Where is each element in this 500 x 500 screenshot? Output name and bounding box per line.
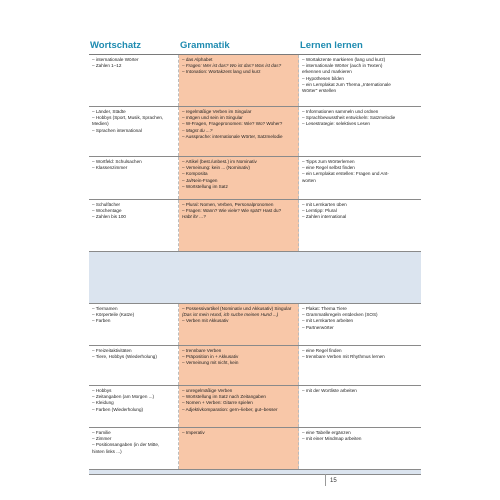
section-separator <box>89 252 421 304</box>
cell-line: – Hobbys <box>92 388 112 393</box>
cell-line: (Das ist mein Hund, ich suche meinen Hund ...) <box>182 312 279 318</box>
lernen-cell <box>299 470 421 474</box>
cell-line: – internationale Wörter (auch in Texten) <box>302 63 383 69</box>
cell-line: Habt ihr ...? <box>182 214 206 220</box>
table-row <box>89 346 421 386</box>
cell-line: – Verneinung: kein ... (Nominativ) <box>182 165 250 171</box>
wortschatz-cell <box>89 252 179 303</box>
cell-line: – Zahlen bis 100 <box>92 214 126 220</box>
cell-line: – internationale Wörter <box>92 57 139 62</box>
cell-line: – Wortakzente markieren (lang und kurz) <box>302 57 386 62</box>
cell-line: – Wortstellung im Satz nach Zeitangaben <box>182 394 266 400</box>
cell-line: – Komposita <box>182 171 208 177</box>
cell-line: – Possessivartikel (Nominativ und Akkusativ) Singular <box>182 306 292 311</box>
grammatik-cell <box>179 386 299 427</box>
cell-line: – Familie <box>92 430 111 435</box>
grammatik-cell <box>179 346 299 385</box>
lernen-cell <box>299 304 421 345</box>
grammatik-cell <box>179 252 299 303</box>
lernen-cell <box>299 200 421 251</box>
cell-line: – Partnerwörter <box>302 324 334 330</box>
table-row <box>89 157 421 200</box>
grammatik-cell <box>179 55 299 106</box>
cell-line: – Positionsangaben (in der Mitte, <box>92 442 160 448</box>
cell-line: – eine Regel finden <box>302 348 342 353</box>
cell-line: – Verneinung mit nicht, kein <box>182 360 239 366</box>
cell-line: – Imperativ <box>182 430 205 435</box>
cell-line: Medien) <box>92 121 109 127</box>
cell-line: – trennbare Verben mit Rhythmus lernen <box>302 354 385 360</box>
cell-line: – Zahlen international <box>302 214 347 220</box>
cell-line: – mit Lernkarten üben <box>302 202 347 207</box>
column-headers <box>90 40 420 54</box>
table-row <box>89 428 421 470</box>
table-row <box>89 304 421 346</box>
grammatik-cell <box>179 200 299 251</box>
section-separator <box>89 470 421 475</box>
cell-line: – ein Lernplakat zum Thema „Internationale <box>302 81 391 87</box>
lernen-cell <box>299 107 421 156</box>
cell-line: – Tiere, Hobbys (Wiederholung) <box>92 354 157 360</box>
cell-line: – Zeitangaben (am Morgen ...) <box>92 394 155 400</box>
header-wortschatz: Wortschatz <box>90 40 142 51</box>
wortschatz-cell <box>89 386 179 427</box>
cell-line: – eine Regel selbst finden <box>302 165 355 171</box>
wortschatz-cell <box>89 346 179 385</box>
cell-line: – trennbare Verben <box>182 348 222 353</box>
cell-line: – Hypothesen bilden <box>302 75 344 81</box>
cell-line: worten <box>302 177 316 183</box>
header-lernen-lernen: Lernen lernen <box>300 40 363 51</box>
lernen-cell <box>299 386 421 427</box>
cell-line: – Wortstellung im Satz <box>182 183 228 189</box>
cell-line: – Informationen sammeln und ordnen <box>302 109 379 114</box>
cell-line: Wörter" erstellen <box>302 88 337 94</box>
cell-line: – Verben mit Akkusativ <box>182 318 229 324</box>
wortschatz-cell <box>89 428 179 469</box>
header-grammatik: Grammatik <box>180 40 230 51</box>
lernen-cell <box>299 55 421 106</box>
cell-line: – Tipps zum Wörterlernen <box>302 159 355 164</box>
wortschatz-cell <box>89 200 179 251</box>
cell-line: – mit Lernkarten arbeiten <box>302 318 354 324</box>
cell-line: – Plural: Nomen, Verben, Personalpronomen <box>182 202 274 207</box>
cell-line: – Zahlen 1–12 <box>92 63 122 69</box>
grammatik-cell <box>179 428 299 469</box>
cell-line: – Ja/Nein-Fragen <box>182 177 218 183</box>
cell-line: – Präposition in + Akkusativ <box>182 354 239 360</box>
cell-line: – Hobbys (Sport, Musik, Sprachen, <box>92 115 164 121</box>
cell-line: – mit der Wortliste arbeiten <box>302 388 357 393</box>
cell-line: hinten links ...) <box>92 448 122 454</box>
cell-line: – W-Fragen, Fragepronomen: Wie? Wo? Woher? <box>182 121 283 127</box>
cell-line: – Lesestrategie: selektives Lesen <box>302 121 370 127</box>
wortschatz-cell <box>89 157 179 199</box>
wortschatz-cell <box>89 470 179 474</box>
grammatik-cell <box>179 304 299 345</box>
cell-line: – Artikel (best./unbest.) im Nominativ <box>182 159 257 164</box>
wortschatz-cell <box>89 107 179 156</box>
table-row <box>89 200 421 252</box>
cell-line: – Wortfeld: Schulsachen <box>92 159 142 164</box>
cell-line: – Kleidung <box>92 400 114 406</box>
cell-line: – Intonation: Wortakzent lang und kurz <box>182 69 261 75</box>
cell-line: – Länder, Städte <box>92 109 126 114</box>
cell-line: – Schulfächer <box>92 202 121 207</box>
cell-line: – Farben (Wiederholung) <box>92 406 144 412</box>
cell-line: – regelmäßige Verben im Singular <box>182 109 252 114</box>
cell-line: – mit einer Mindmap arbeiten <box>302 436 362 442</box>
cell-line: – Nomen + Verben: Gitarre spielen <box>182 400 253 406</box>
cell-line: – das Alphabet <box>182 57 213 62</box>
grammatik-cell <box>179 107 299 156</box>
cell-line: – unregelmäßige Verben <box>182 388 233 393</box>
grammatik-cell <box>179 470 299 474</box>
cell-line: – eine Tabelle ergänzen <box>302 430 351 435</box>
curriculum-table <box>89 54 421 475</box>
lernen-cell <box>299 428 421 469</box>
lernen-cell <box>299 157 421 199</box>
cell-line: – Sprachen international <box>92 127 142 133</box>
cell-line: – Farben <box>92 318 111 324</box>
cell-line: – Zimmer <box>92 436 112 442</box>
cell-line: – Adjektivkomparation: gern–lieber, gut–besser <box>182 406 278 412</box>
cell-line: – Sprachbewusstheit entwickeln: Satzmelodie <box>302 115 396 121</box>
cell-line: – mögen und sein im Singular <box>182 115 243 121</box>
cell-line: – Tiernamen <box>92 306 118 311</box>
cell-line: – Körperteile (Katze) <box>92 312 135 318</box>
cell-line: – Freizeitaktivitäten <box>92 348 132 353</box>
table-row <box>89 386 421 428</box>
cell-line: – Lerntipp: Plural <box>302 208 337 214</box>
cell-line: – Wochentage <box>92 208 122 214</box>
cell-line: – ein Lernplakat erstellen: Fragen und Ant- <box>302 171 389 177</box>
cell-line: – Fragen: Wann? Wie viele? Wie spät? Hast du? <box>182 208 282 214</box>
grammatik-cell <box>179 157 299 199</box>
wortschatz-cell <box>89 55 179 106</box>
page-number-rule <box>325 474 326 486</box>
cell-line: erkennen und markieren <box>302 69 352 75</box>
table-row <box>89 55 421 107</box>
lernen-cell <box>299 252 421 303</box>
cell-line: – Magst du ...? <box>182 127 213 133</box>
lernen-cell <box>299 346 421 385</box>
cell-line: – Fragen: Wer ist das? Wo ist das? Was ist das? <box>182 63 282 69</box>
cell-line: – Grammatikregeln entdecken (SOS) <box>302 312 378 318</box>
cell-line: – Plakat: Thema Tiere <box>302 306 347 311</box>
wortschatz-cell <box>89 304 179 345</box>
page-number: 15 <box>330 478 337 484</box>
table-row <box>89 107 421 157</box>
cell-line: – Klassenzimmer <box>92 165 128 171</box>
cell-line: – Aussprache: internationale Wörter, Satzmelodie <box>182 133 283 139</box>
